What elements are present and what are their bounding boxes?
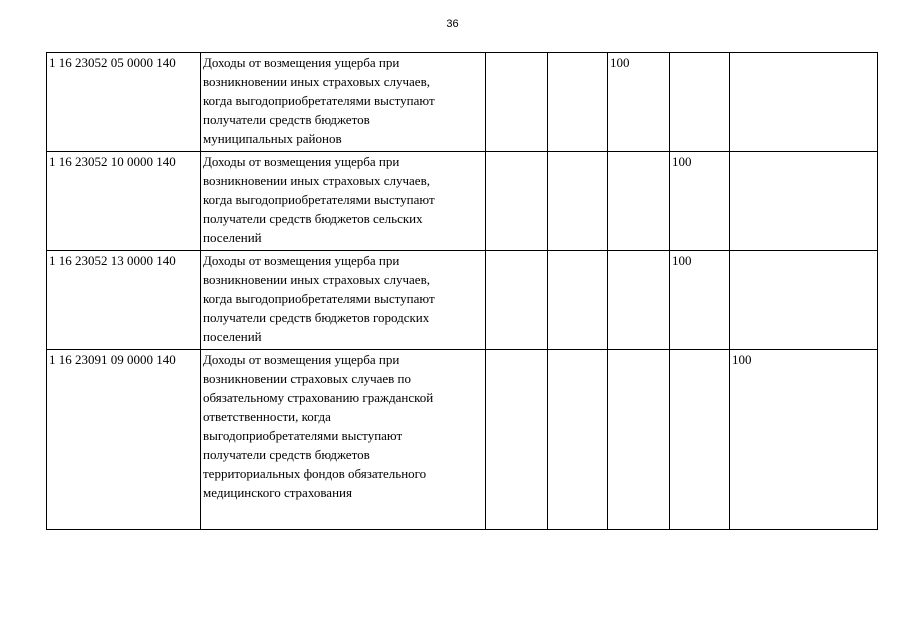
normative-value-cell bbox=[608, 251, 670, 350]
income-description-cell bbox=[201, 350, 486, 530]
normative-value-cell bbox=[548, 350, 608, 530]
normative-value-cell bbox=[548, 251, 608, 350]
normative-value-cell bbox=[486, 152, 548, 251]
description-line: территориальных фондов обязательного bbox=[203, 466, 427, 481]
normative-value-cell bbox=[608, 350, 670, 530]
income-description-cell bbox=[201, 152, 486, 251]
description-line: поселений bbox=[203, 230, 262, 245]
description-line: поселений bbox=[203, 329, 262, 344]
table-row bbox=[47, 53, 878, 152]
description-line: Доходы от возмещения ущерба при bbox=[203, 352, 400, 367]
income-description-cell bbox=[201, 251, 486, 350]
description-line: ответственности, когда bbox=[203, 409, 331, 424]
normative-value-cell bbox=[486, 350, 548, 530]
normative-value-cell bbox=[670, 350, 730, 530]
normative-value-cell bbox=[486, 53, 548, 152]
description-line: Доходы от возмещения ущерба при bbox=[203, 55, 400, 70]
normative-value-cell bbox=[730, 251, 878, 350]
description-line: возникновении иных страховых случаев, bbox=[203, 173, 430, 188]
budget-code-cell: 1 16 23052 10 0000 140 bbox=[47, 152, 201, 251]
description-line: возникновении иных страховых случаев, bbox=[203, 74, 430, 89]
description-line: когда выгодоприобретателями выступают bbox=[203, 291, 435, 306]
description-line: выгодоприобретателями выступают bbox=[203, 428, 403, 443]
normative-value-cell bbox=[548, 152, 608, 251]
description-line: муниципальных районов bbox=[203, 131, 342, 146]
description-line: когда выгодоприобретателями выступают bbox=[203, 93, 435, 108]
description-line: получатели средств бюджетов bbox=[203, 112, 370, 127]
normative-value-cell bbox=[670, 53, 730, 152]
normative-value-cell: 100 bbox=[670, 152, 730, 251]
normative-value-cell bbox=[548, 53, 608, 152]
page-number: 36 bbox=[446, 18, 459, 30]
description-line: Доходы от возмещения ущерба при bbox=[203, 253, 400, 268]
normative-value-cell bbox=[486, 251, 548, 350]
normative-value-cell: 100 bbox=[670, 251, 730, 350]
table-row bbox=[47, 251, 878, 350]
normative-value-cell: 100 bbox=[608, 53, 670, 152]
description-line: получатели средств бюджетов bbox=[203, 447, 370, 462]
table-row bbox=[47, 152, 878, 251]
normative-value-cell: 100 bbox=[730, 350, 878, 530]
budget-table bbox=[46, 52, 878, 530]
description-line: медицинского страхования bbox=[203, 485, 352, 500]
budget-code-cell: 1 16 23091 09 0000 140 bbox=[47, 350, 201, 530]
description-line: обязательному страхованию гражданской bbox=[203, 390, 434, 405]
description-line: получатели средств бюджетов сельских bbox=[203, 211, 423, 226]
description-line: получатели средств бюджетов городских bbox=[203, 310, 430, 325]
income-description-cell bbox=[201, 53, 486, 152]
budget-code-cell: 1 16 23052 13 0000 140 bbox=[47, 251, 201, 350]
description-line: возникновении иных страховых случаев, bbox=[203, 272, 430, 287]
normative-value-cell bbox=[730, 152, 878, 251]
normative-value-cell bbox=[730, 53, 878, 152]
description-line: Доходы от возмещения ущерба при bbox=[203, 154, 400, 169]
description-line: когда выгодоприобретателями выступают bbox=[203, 192, 435, 207]
budget-code-cell: 1 16 23052 05 0000 140 bbox=[47, 53, 201, 152]
description-line: возникновении страховых случаев по bbox=[203, 371, 412, 386]
table-row bbox=[47, 350, 878, 530]
normative-value-cell bbox=[608, 152, 670, 251]
